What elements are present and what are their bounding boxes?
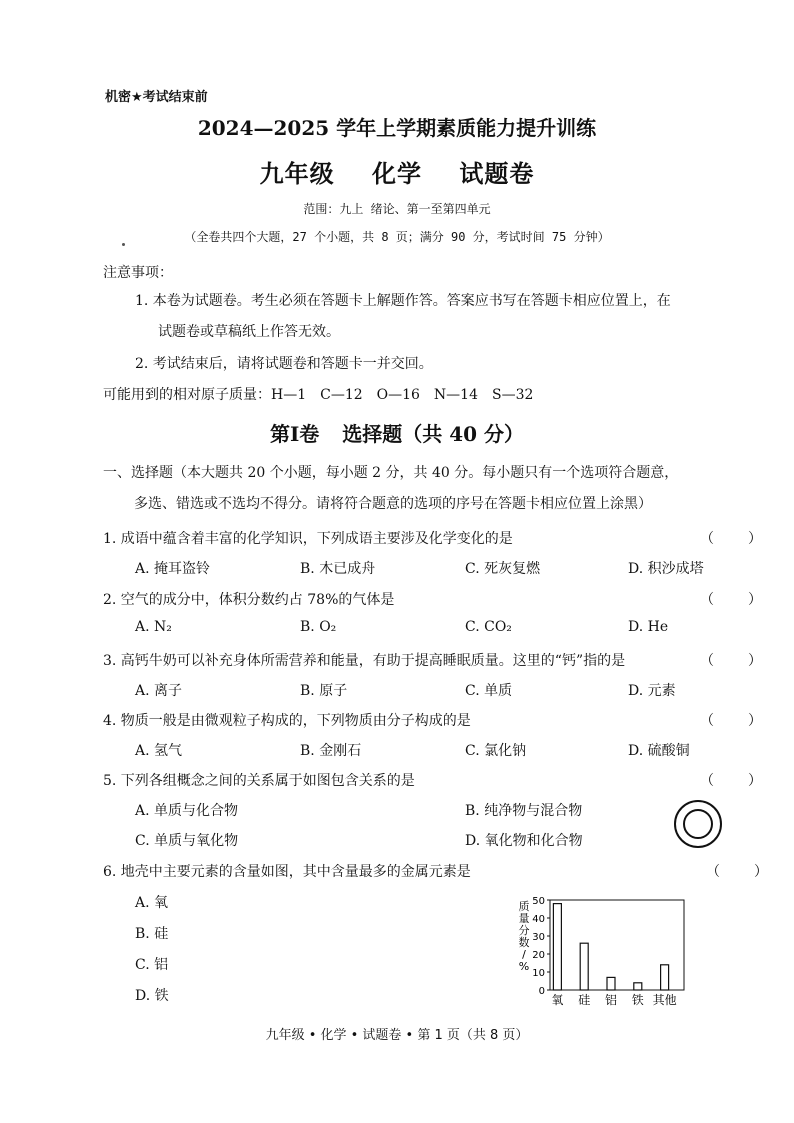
y-tick-label: 10	[532, 968, 545, 979]
crust-element-bar-chart	[506, 890, 696, 1010]
option-c: C. 铝	[135, 957, 169, 973]
y-tick-label: 0	[538, 986, 545, 997]
y-axis-label: /	[522, 948, 526, 961]
bar-3	[607, 977, 615, 990]
option-b: B. O₂	[300, 619, 337, 635]
y-tick-label: 20	[532, 950, 545, 961]
y-axis-label: 质	[518, 900, 530, 913]
answer-paren: （ ）	[700, 653, 762, 669]
part-description: 一、选择题（本大题共 20 个小题，每小题 2 分，共 40 分。每小题只有一个选项符合题意，	[103, 465, 679, 481]
bar-4	[634, 983, 642, 990]
option-a: A. 氢气	[135, 743, 183, 759]
exam-scope: 范围：九上 绪论、第一至第四单元	[303, 202, 491, 216]
option-a: A. N₂	[135, 619, 172, 635]
x-tick-label: 氧	[551, 993, 564, 1007]
option-c: C. 单质	[465, 683, 513, 699]
answer-paren: （ ）	[700, 592, 762, 608]
x-tick-label: 其他	[652, 993, 677, 1007]
option-d: D. 铁	[135, 988, 169, 1004]
question-6-stem: 6. 地壳中主要元素的含量如图，其中含量最多的金属元素是	[103, 864, 471, 880]
y-axis-label: 分	[518, 924, 530, 937]
answer-paren: （ ）	[706, 864, 768, 880]
option-b: B. 金刚石	[300, 743, 362, 759]
answer-paren: （ ）	[700, 531, 762, 547]
x-tick-label: 铁	[631, 993, 644, 1007]
option-a: A. 掩耳盗铃	[135, 561, 211, 577]
paper-label: 试题卷	[459, 159, 535, 188]
option-c: C. 单质与氧化物	[135, 833, 239, 849]
y-tick-label: 40	[532, 914, 545, 925]
x-tick-label: 硅	[578, 993, 591, 1007]
bar-2	[580, 943, 588, 990]
y-axis-label: 数	[518, 936, 530, 949]
confidential-mark: 机密★考试结束前	[105, 90, 208, 105]
y-tick-label: 30	[532, 932, 545, 943]
bar-1	[553, 904, 561, 990]
concentric-circle-inner	[683, 809, 713, 839]
bar-5	[661, 965, 669, 990]
x-tick-label: 铝	[604, 993, 618, 1007]
y-axis-label: %	[518, 960, 530, 973]
section-name: 选择题（共 40 分）	[342, 422, 525, 446]
atomic-mass-list: 可能用到的相对原子质量：H—1 C—12 O—16 N—14 S—32	[103, 387, 534, 403]
option-b: B. 纯净物与混合物	[465, 803, 583, 819]
option-a: A. 离子	[135, 683, 183, 699]
exam-info: （全卷共四个大题，27 个小题，共 8 页；满分 90 分，考试时间 75 分钟）	[184, 230, 610, 244]
notice-item-1: 1. 本卷为试题卷。考生必须在答题卡上解题作答。答案应书写在答题卡相应位置上，在	[135, 293, 671, 309]
part-description-cont: 多选、错选或不选均不得分。请将符合题意的选项的序号在答题卡相应位置上涂黑）	[134, 496, 652, 512]
question-4-stem: 4. 物质一般是由微观粒子构成的，下列物质由分子构成的是	[103, 713, 471, 729]
page-footer: 九年级 • 化学 • 试题卷 • 第 1 页（共 8 页）	[265, 1028, 529, 1043]
scan-speck	[122, 243, 125, 246]
section-part: 第Ⅰ卷	[269, 422, 320, 446]
section-title	[0, 418, 794, 447]
option-d: D. 氧化物和化合物	[465, 833, 583, 849]
subject-label: 化学	[372, 159, 422, 188]
exam-title: 2024—2025 学年上学期素质能力提升训练	[197, 116, 597, 140]
question-5-stem: 5. 下列各组概念之间的关系属于如图包含关系的是	[103, 773, 415, 789]
option-c: C. CO₂	[465, 619, 512, 635]
option-c: C. 氯化钠	[465, 743, 527, 759]
notice-item-1-cont: 试题卷或草稿纸上作答无效。	[158, 324, 340, 340]
option-d: D. He	[628, 619, 669, 635]
option-a: A. 氧	[135, 895, 169, 911]
exam-subtitle	[0, 154, 794, 189]
option-b: B. 木已成舟	[300, 561, 376, 577]
option-a: A. 单质与化合物	[135, 803, 239, 819]
option-d: D. 积沙成塔	[628, 561, 704, 577]
option-b: B. 硅	[135, 926, 169, 942]
answer-paren: （ ）	[700, 773, 762, 789]
question-1-stem: 1. 成语中蕴含着丰富的化学知识，下列成语主要涉及化学变化的是	[103, 531, 513, 547]
option-d: D. 元素	[628, 683, 676, 699]
question-2-stem: 2. 空气的成分中，体积分数约占 78%的气体是	[103, 592, 395, 608]
option-c: C. 死灰复燃	[465, 561, 541, 577]
y-axis-label: 量	[518, 912, 530, 925]
y-tick-label: 50	[532, 896, 545, 907]
option-d: D. 硫酸铜	[628, 743, 690, 759]
answer-paren: （ ）	[700, 713, 762, 729]
option-b: B. 原子	[300, 683, 348, 699]
notice-item-2: 2. 考试结束后，请将试题卷和答题卡一并交回。	[135, 356, 433, 372]
notice-heading: 注意事项：	[103, 265, 173, 281]
grade-label: 九年级	[259, 159, 335, 188]
question-3-stem: 3. 高钙牛奶可以补充身体所需营养和能量，有助于提高睡眠质量。这里的“钙”指的是	[103, 653, 626, 669]
